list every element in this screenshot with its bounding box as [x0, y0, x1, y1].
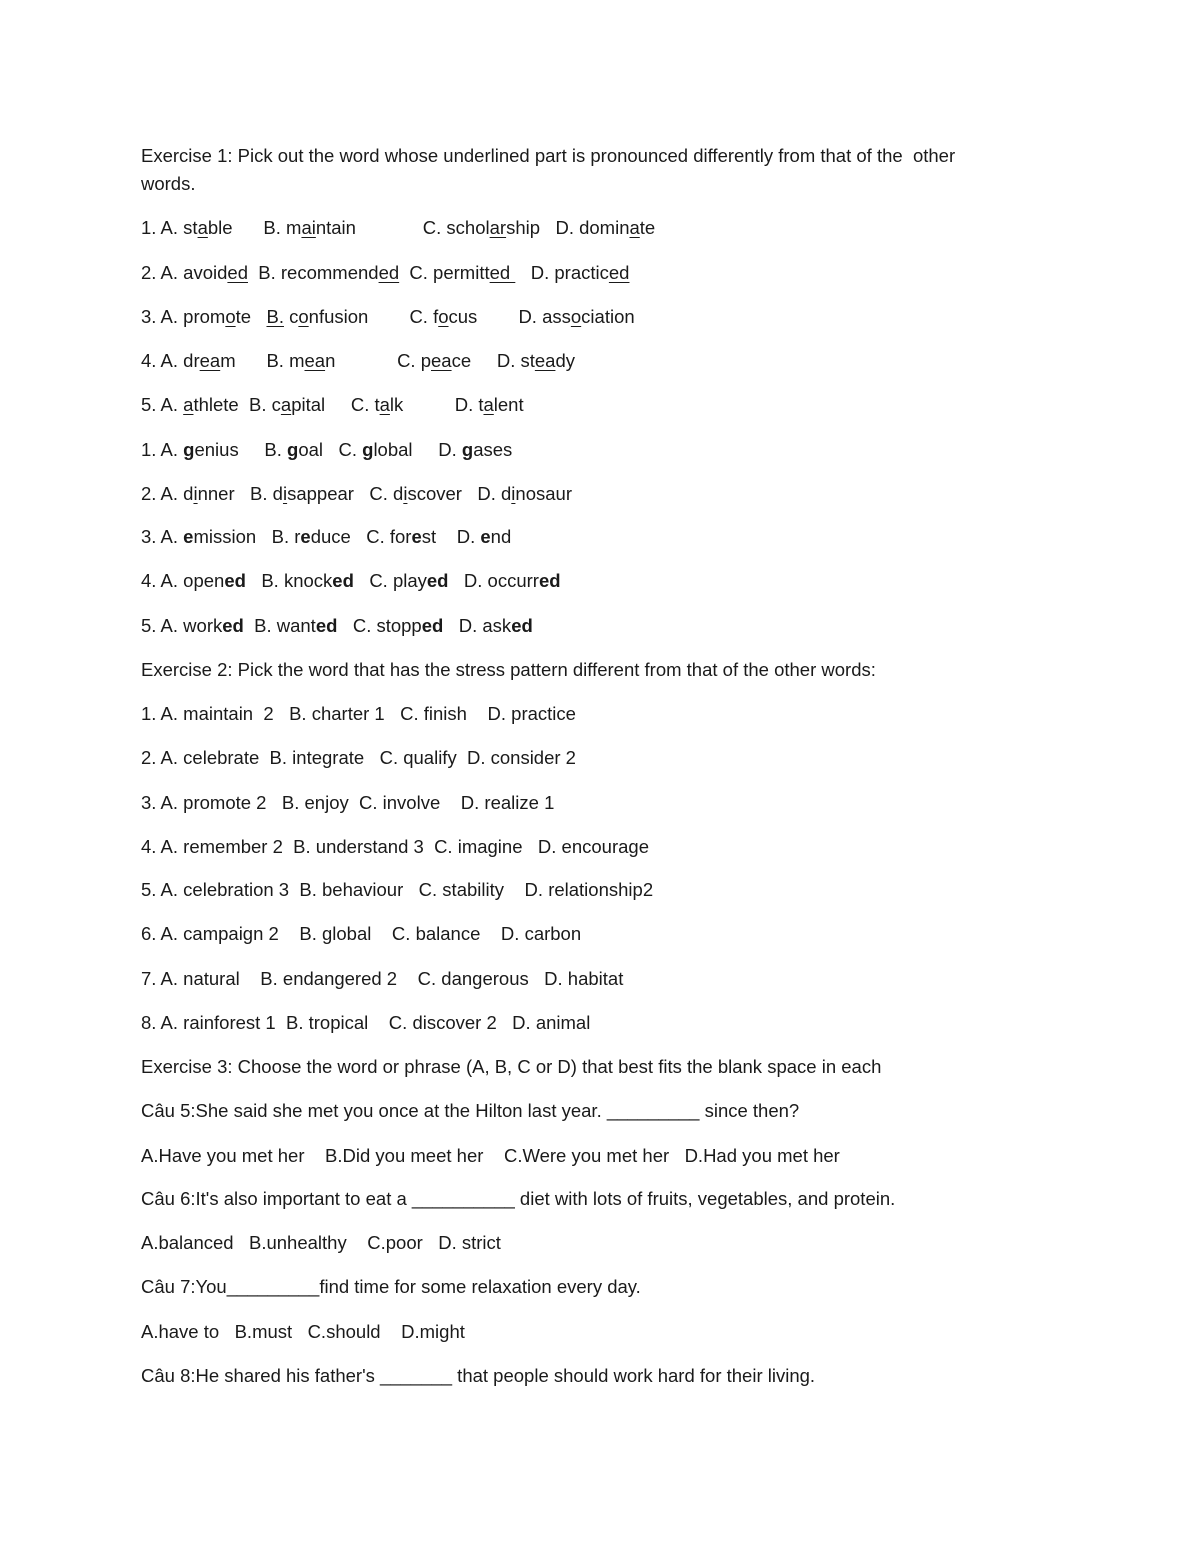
- option-c-rest: ce: [451, 350, 472, 371]
- underlined-part: ed: [608, 262, 630, 283]
- ex2-question-5: 5. A. celebration 3 B. behaviour C. stability D. relationship2: [141, 879, 654, 900]
- option-d-lead: D. d: [477, 483, 512, 504]
- option-a-lead: 2. A. d: [141, 483, 194, 504]
- option-c-lead: C.: [338, 439, 363, 460]
- option-d-rest: nosaur: [515, 483, 572, 504]
- option-b-lead: B.: [264, 439, 288, 460]
- option-c-lead: C. permitt: [409, 262, 490, 283]
- underlined-part: a: [483, 394, 494, 415]
- ex2-question-1: 1. A. maintain 2 B. charter 1 C. finish D. practice: [141, 703, 576, 724]
- option-a-rest: enius: [194, 439, 239, 460]
- ex3-question-7: Câu 7:You_________find time for some relaxation every day.: [141, 1276, 641, 1297]
- option-d-rest: nd: [490, 526, 512, 547]
- underlined-part: a: [197, 217, 208, 238]
- ex1-question-1: [141, 216, 655, 240]
- option-d-lead: D. practic: [530, 262, 609, 283]
- option-a-lead: 3. A. prom: [141, 306, 226, 327]
- underlined-part: ea: [304, 350, 326, 371]
- option-b-lead: B. recommend: [258, 262, 379, 283]
- highlighted-part: e: [480, 526, 491, 547]
- option-a-lead: 1. A.: [141, 439, 184, 460]
- option-b-lead: B. r: [271, 526, 301, 547]
- exercise-3-heading: Exercise 3: Choose the word or phrase (A, B, C or D) that best fits the blank space in each: [141, 1056, 882, 1077]
- underlined-part: i: [193, 483, 198, 504]
- option-c-lead: C. d: [369, 483, 404, 504]
- highlighted-part: ed: [511, 615, 533, 636]
- option-c-lead: C. f: [409, 306, 439, 327]
- ex3-question-6: Câu 6:It's also important to eat a __________ diet with lots of fruits, vegetables, and protein.: [141, 1188, 896, 1209]
- exercise-1-heading: Exercise 1: Pick out the word whose underlined part is pronounced differently from that of the other: [141, 145, 956, 166]
- option-b-lead: B. want: [254, 615, 316, 636]
- option-d-rest: lent: [493, 394, 524, 415]
- highlighted-part: ed: [315, 615, 338, 636]
- highlighted-part: ed: [222, 615, 244, 636]
- option-b-rest: nfusion: [308, 306, 369, 327]
- underlined-part: ea: [534, 350, 556, 371]
- ex1-question-3: [141, 305, 635, 329]
- underlined-part: ed: [227, 262, 248, 283]
- option-d-rest: te: [639, 217, 656, 238]
- option-a-rest: thlete: [193, 394, 239, 415]
- option-c-rest: lk: [389, 394, 404, 415]
- highlighted-part: g: [287, 439, 299, 460]
- option-c-rest: st: [421, 526, 437, 547]
- ex2-question-8: 8. A. rainforest 1 B. tropical C. discover 2 D. animal: [141, 1012, 591, 1033]
- option-a-lead: 4. A. open: [141, 570, 225, 591]
- ex1-question-2: [141, 261, 629, 285]
- option-d-rest: dy: [555, 350, 575, 371]
- option-d-lead: D. occurr: [463, 570, 539, 591]
- highlighted-part: g: [183, 439, 195, 460]
- ex1-question-10: [141, 614, 533, 638]
- ex3-question-8: Câu 8:He shared his father's _______ that people should work hard for their living.: [141, 1365, 816, 1386]
- ex1-question-4: [141, 349, 575, 373]
- ex1-question-5: [141, 393, 524, 417]
- option-b-rest: n: [325, 350, 336, 371]
- underlined-part: ai: [301, 217, 316, 238]
- option-b-rest: pital: [291, 394, 326, 415]
- underlined-part: i: [511, 483, 516, 504]
- option-c-lead: C. p: [397, 350, 431, 371]
- option-d-lead: D. ass: [518, 306, 571, 327]
- option-b-lead: B. m: [263, 217, 302, 238]
- ex1-question-7: [141, 482, 572, 506]
- option-a-lead: 3. A.: [141, 526, 184, 547]
- underlined-part: a: [183, 394, 194, 415]
- underlined-part: o: [570, 306, 582, 327]
- option-c-rest: scover: [407, 483, 462, 504]
- option-a-rest: mission: [193, 526, 257, 547]
- underlined-part: o: [298, 306, 309, 327]
- option-b-lead: B. c: [249, 394, 281, 415]
- ex2-question-7: 7. A. natural B. endangered 2 C. dangerous D. habitat: [141, 968, 624, 989]
- ex2-question-4: 4. A. remember 2 B. understand 3 C. imagine D. encourage: [141, 836, 649, 857]
- highlighted-part: e: [183, 526, 194, 547]
- highlighted-part: ed: [538, 570, 561, 591]
- option-a-lead: 4. A. dr: [141, 350, 200, 371]
- option-a-lead: 1. A. st: [141, 217, 198, 238]
- option-b-rest: sappear: [287, 483, 354, 504]
- underlined-part: ed: [378, 262, 400, 283]
- option-d-rest: ciation: [581, 306, 635, 327]
- option-d-lead: D.: [438, 439, 462, 460]
- exercise-2-heading: Exercise 2: Pick the word that has the stress pattern different from that of the other words:: [141, 659, 876, 680]
- underlined-part: i: [403, 483, 408, 504]
- underlined-part: ed: [489, 262, 516, 283]
- ex3-question-5-options: A.Have you met her B.Did you meet her C.Were you met her D.Had you met her: [141, 1145, 840, 1166]
- underlined-part: ar: [489, 217, 507, 238]
- option-a-rest: m: [220, 350, 236, 371]
- option-c-rest: cus: [448, 306, 478, 327]
- option-a-rest: nner: [197, 483, 235, 504]
- underlined-part: a: [629, 217, 640, 238]
- option-c-lead: C. t: [350, 394, 380, 415]
- option-c-lead: C. play: [369, 570, 427, 591]
- option-b-lead: B. m: [266, 350, 305, 371]
- underlined-part: B.: [266, 306, 284, 327]
- option-d-lead: D. ask: [458, 615, 512, 636]
- ex1-question-9: [141, 569, 561, 593]
- underlined-part: ea: [199, 350, 221, 371]
- underlined-part: o: [438, 306, 449, 327]
- option-b-rest: ntain: [315, 217, 356, 238]
- ex1-question-8: [141, 525, 511, 549]
- option-d-lead: D.: [456, 526, 481, 547]
- highlighted-part: e: [300, 526, 311, 547]
- option-a-lead: 2. A. avoid: [141, 262, 228, 283]
- ex2-question-3: 3. A. promote 2 B. enjoy C. involve D. realize 1: [141, 792, 555, 813]
- option-c-lead: C. for: [366, 526, 412, 547]
- option-c-rest: ship: [506, 217, 541, 238]
- option-b-lead: c: [283, 306, 299, 327]
- option-a-rest: ble: [207, 217, 233, 238]
- option-c-lead: C. stopp: [352, 615, 422, 636]
- highlighted-part: ed: [332, 570, 354, 591]
- ex1-question-6: [141, 438, 512, 462]
- highlighted-part: ed: [426, 570, 449, 591]
- ex3-question-5: Câu 5:She said she met you once at the Hilton last year. _________ since then?: [141, 1100, 800, 1121]
- highlighted-part: g: [362, 439, 374, 460]
- option-b-lead: B. d: [250, 483, 283, 504]
- underlined-part: o: [225, 306, 236, 327]
- ex3-question-6-options: A.balanced B.unhealthy C.poor D. strict: [141, 1232, 501, 1253]
- option-d-lead: D. st: [496, 350, 535, 371]
- option-d-rest: ases: [473, 439, 513, 460]
- exercise-1-heading-cont: words.: [141, 173, 196, 194]
- option-a-rest: te: [235, 306, 252, 327]
- highlighted-part: e: [411, 526, 422, 547]
- ex2-question-2: 2. A. celebrate B. integrate C. qualify D. consider 2: [141, 747, 576, 768]
- highlighted-part: ed: [224, 570, 246, 591]
- underlined-part: ea: [431, 350, 452, 371]
- ex3-question-7-options: A.have to B.must C.should D.might: [141, 1321, 465, 1342]
- highlighted-part: g: [461, 439, 474, 460]
- option-b-lead: B. knock: [261, 570, 333, 591]
- option-c-lead: C. schol: [422, 217, 490, 238]
- option-b-rest: oal: [298, 439, 324, 460]
- ex2-question-6: 6. A. campaign 2 B. global C. balance D. carbon: [141, 923, 582, 944]
- option-b-rest: duce: [310, 526, 351, 547]
- option-d-lead: D. t: [454, 394, 484, 415]
- option-a-lead: 5. A.: [141, 394, 184, 415]
- underlined-part: a: [280, 394, 292, 415]
- highlighted-part: ed: [421, 615, 444, 636]
- option-c-rest: lobal: [373, 439, 413, 460]
- option-d-lead: D. domin: [555, 217, 630, 238]
- underlined-part: a: [379, 394, 390, 415]
- option-a-lead: 5. A. work: [141, 615, 223, 636]
- underlined-part: i: [282, 483, 288, 504]
